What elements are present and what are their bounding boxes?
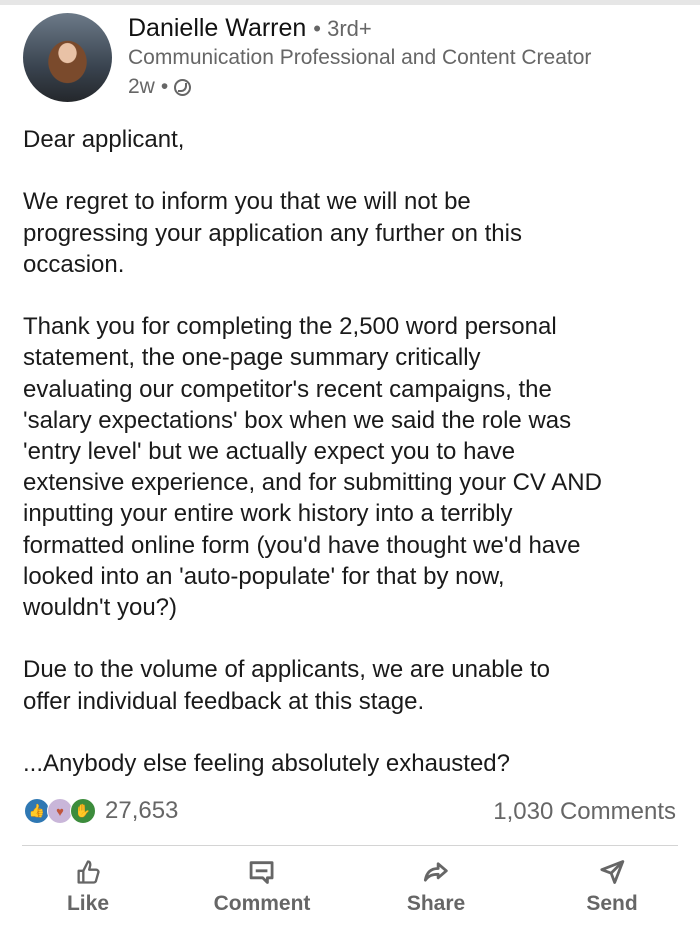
post-text-line: 'salary expectations' box when we said the role was [23,406,572,434]
share-icon [422,858,450,886]
post-text-line: evaluating our competitor's recent campaigns, the [23,375,552,403]
avatar[interactable] [23,13,112,102]
post-text-line: wouldn't you?) [23,594,178,622]
connection-degree: • 3rd+ [313,16,372,41]
post-text-line: extensive experience, and for submitting your CV AND [23,469,602,497]
celebrate-reaction-icon: ✋ [70,798,96,824]
post-text-line: inputting your entire work history into a terribly [23,500,513,528]
author-name-row[interactable] [128,14,372,43]
post-text-line: ...Anybody else feeling absolutely exhausted? [23,750,510,777]
post-time: 2w [128,75,155,98]
post-text-line: Thank you for completing the 2,500 word personal [23,313,557,341]
post-paragraph [23,124,693,155]
post-text-line: progressing your application any further on this [23,219,522,247]
like-reaction-icon: 👍 [24,798,50,824]
top-bar [0,0,700,5]
post-text-line: offer individual feedback at this stage. [23,687,425,715]
post-paragraph [23,654,693,716]
like-button[interactable]: Like [67,858,109,916]
post-text-line: looked into an 'auto-populate' for that by now, [23,562,505,590]
share-button[interactable]: Share [407,858,465,916]
action-bar [0,858,700,928]
post-text-line: formatted online form (you'd have thought we'd have [23,531,581,559]
send-button[interactable]: Send [586,858,637,916]
post-text-line: We regret to inform you that we will not be [23,188,471,216]
globe-icon [174,79,191,96]
support-reaction-icon: ♥ [47,798,73,824]
author-headline: Communication Professional and Content Creator [128,46,592,69]
post-paragraph [23,311,693,623]
author-name[interactable]: Danielle Warren [128,14,307,42]
post-text-line: Due to the volume of applicants, we are unable to [23,656,550,684]
comment-button[interactable]: Comment [214,858,311,916]
divider [22,845,678,846]
reactions-summary[interactable] [24,797,178,825]
post-meta: 2w • [128,75,191,99]
comment-icon [248,858,276,886]
post-text-line: 'entry level' but we actually expect you to have [23,438,516,465]
post-paragraph [23,748,693,779]
post-text-line: statement, the one-page summary critically [23,344,481,372]
post-text-line: Dear applicant, [23,126,185,153]
post-body [23,124,693,810]
post-paragraph [23,186,693,280]
reaction-count: 27,653 [105,797,179,824]
thumbs-up-icon [74,858,102,886]
comments-count-link[interactable]: 1,030 Comments [493,798,676,825]
send-icon [598,858,626,886]
post-text-line: occasion. [23,250,125,278]
